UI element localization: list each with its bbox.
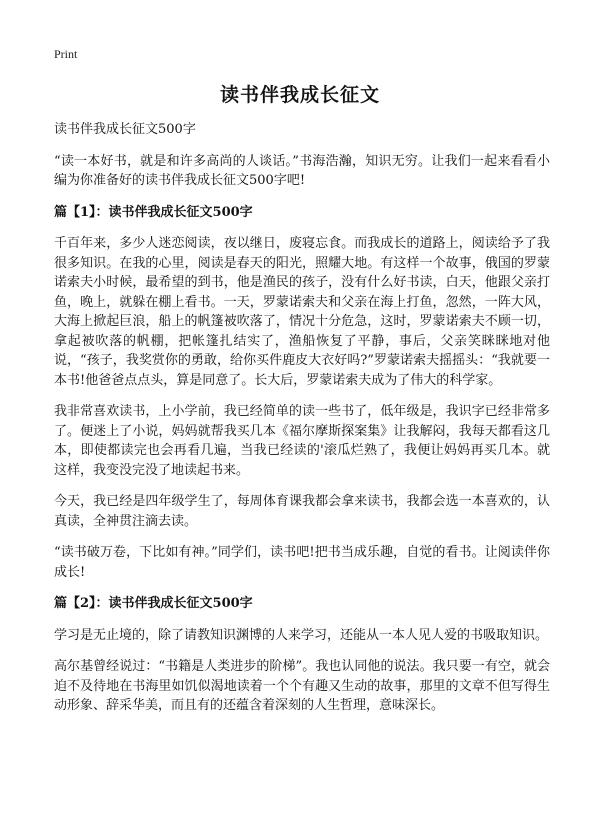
section-1-paragraph-2: 我非常喜欢读书，上小学前，我已经简单的读一些书了，低年级是，我识字已经非常多了。便迷上了小说，妈妈就帮我买几本《福尔摩斯探案集》让我解闷，我每天都看这几本，即使都读完也会再看几遍，当我已经读的'滚瓜烂熟了，我便让妈妈再买几本。就这样，我变没完没了地读起书来。	[54, 404, 550, 478]
section-2-paragraph-2: 高尔基曾经说过：“书籍是人类进步的阶梯”。我也认同他的说法。我只要一有空，就会迫不及待地在书海里如饥似渴地读着一个个有趣又生动的故事，那里的文章不但写得生动形象、辞采华美，而且有的还蕴含着深刻的人生哲理，意味深长。	[54, 659, 550, 713]
intro-paragraph: “读一本好书，就是和许多高尚的人谈话。”书海浩瀚，知识无穷。让我们一起来看看小编为你准备好的读书伴我成长征文500字吧!	[54, 153, 550, 188]
section-1-paragraph-3: 今天，我已经是四年级学生了，每周体育课我都会拿来读书，我都会选一本喜欢的，认真读，全神贯注滴去读。	[54, 494, 550, 529]
print-label[interactable]: Print	[54, 47, 78, 61]
section-2-paragraph-1: 学习是无止境的，除了请教知识渊博的人来学习，还能从一本人见人爱的书吸取知识。	[54, 627, 549, 643]
section-2-heading: 篇【2】：读书伴我成长征文500字	[54, 596, 253, 611]
section-1-heading: 篇【1】：读书伴我成长征文500字	[54, 204, 253, 220]
article-subtitle: 读书伴我成长征文500字	[54, 122, 196, 137]
page-title: 读书伴我成长征文	[219, 84, 380, 106]
article-body	[54, 120, 550, 728]
section-1-paragraph-4: “读书破万卷，下比如有神。”同学们，读书吧!把书当成乐趣，自觉的看书。让阅读伴你成长!	[54, 545, 550, 580]
section-1-paragraph-1: 千百年来，多少人迷恋阅读，夜以继日，废寝忘食。而我成长的道路上，阅读给予了我很多知识。在我的心里，阅读是春天的阳光，照耀大地。有这样一个故事，俄国的罗蒙诺索夫小时候，最希望的到书，他是渔民的孩子，没有什么好书读，白天，他跟父亲打鱼，晚上，就躲在棚上看书。一天，罗蒙诺索夫和父亲在海上打鱼，忽然，一阵大风，大海上掀起巨浪，船上的帆篷被吹落了，情况十分危急，这时，罗蒙诺索夫不顾一切，拿起被吹落的帆棚，把帐篷扎结实了，渔船恢复了平静，事后，父亲笑眯眯地对他说，“孩子，我奖赏你的勇敢，给你买件鹿皮大衣好吗?”罗蒙诺索夫摇摇头：“我就要一本书!他爸爸点点头，算是同意了。长大后，罗蒙诺索夫成为了伟大的科学家。	[54, 236, 550, 388]
